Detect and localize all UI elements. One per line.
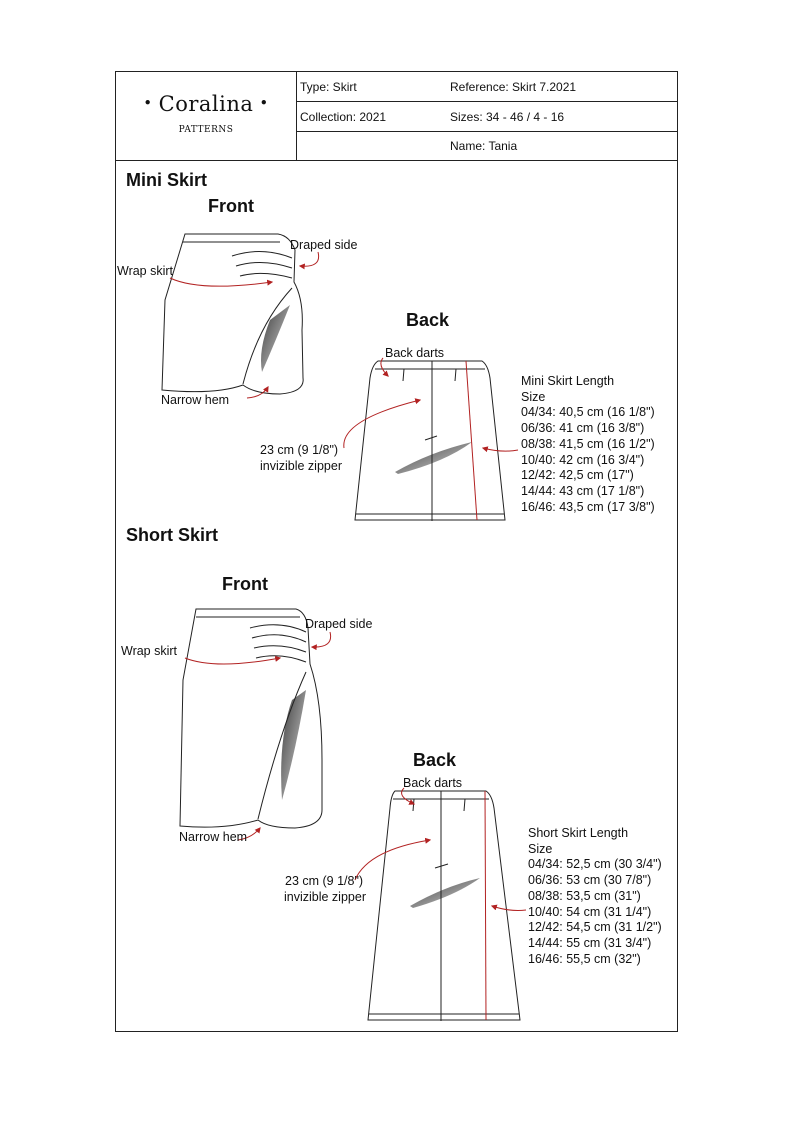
sizes-field: Sizes: 34 - 46 / 4 - 16: [450, 110, 565, 124]
short-zipper-length: 23 cm (9 1/8"): [285, 874, 364, 888]
brand-text: Coralina: [158, 92, 254, 116]
short-size-label: Size: [528, 841, 553, 856]
short-length-row: 10/40: 54 cm (31 1/4"): [528, 904, 652, 919]
mini-length-row: 16/46: 43,5 cm (17 3/8"): [521, 499, 655, 514]
short-skirt-title: Short Skirt: [126, 525, 219, 545]
brand-dot-left: •: [143, 94, 153, 112]
short-narrow-hem-label: Narrow hem: [179, 830, 248, 844]
mini-back-darts-label: Back darts: [385, 346, 445, 360]
mini-length-row: 06/36: 41 cm (16 3/8"): [521, 421, 645, 436]
short-front-label: Front: [222, 574, 268, 594]
short-length-row: 12/42: 54,5 cm (31 1/2"): [528, 920, 662, 935]
type-field: Type: Skirt: [300, 80, 357, 94]
brand-dot-right: •: [259, 94, 269, 112]
short-length-row: 16/46: 55,5 cm (32"): [528, 951, 641, 966]
mini-length-row: 14/44: 43 cm (17 1/8"): [521, 483, 645, 498]
name-field: Name: Tania: [450, 139, 518, 153]
mini-front-label: Front: [208, 196, 254, 216]
mini-length-row: 08/38: 41,5 cm (16 1/2"): [521, 436, 655, 451]
short-length-row: 14/44: 55 cm (31 3/4"): [528, 935, 652, 950]
mini-length-table: [521, 374, 655, 515]
short-length-row: 06/36: 53 cm (30 7/8"): [528, 873, 652, 888]
mini-length-row: 04/34: 40,5 cm (16 1/8"): [521, 405, 655, 420]
mini-wrap-skirt-label: Wrap skirt: [117, 264, 174, 278]
short-length-row: 04/34: 52,5 cm (30 3/4"): [528, 857, 662, 872]
mini-zipper-length: 23 cm (9 1/8"): [260, 443, 339, 457]
short-length-row: 08/38: 53,5 cm (31"): [528, 888, 641, 903]
short-back-darts-label: Back darts: [403, 776, 463, 790]
mini-back-right-seam: [466, 361, 477, 520]
mini-front-skirt: [162, 234, 303, 394]
reference-field: Reference: Skirt 7.2021: [450, 80, 577, 94]
mini-length-row: 12/42: 42,5 cm (17"): [521, 468, 634, 483]
mini-zipper-type: invizible zipper: [260, 459, 342, 473]
mini-back-skirt: [355, 361, 505, 521]
mini-skirt-title: Mini Skirt: [126, 170, 208, 190]
mini-narrow-hem-label: Narrow hem: [161, 393, 230, 407]
short-back-label: Back: [413, 750, 457, 770]
mini-size-label: Size: [521, 389, 546, 404]
mini-back-label: Back: [406, 310, 450, 330]
brand-subtitle: PATTERNS: [178, 125, 234, 135]
mini-length-row: 10/40: 42 cm (16 3/4"): [521, 452, 645, 467]
mini-length-title: Mini Skirt Length: [521, 374, 615, 388]
short-draped-side-label: Draped side: [305, 617, 373, 631]
short-back-right-seam: [485, 791, 486, 1020]
short-front-skirt: [180, 609, 322, 828]
short-back-skirt: [368, 791, 520, 1021]
short-length-table: [528, 826, 662, 967]
short-length-title: Short Skirt Length: [528, 826, 629, 840]
short-zipper-type: invizible zipper: [284, 890, 366, 904]
short-wrap-skirt-label: Wrap skirt: [121, 644, 178, 658]
mini-draped-side-label: Draped side: [290, 238, 358, 252]
collection-field: Collection: 2021: [300, 110, 387, 124]
